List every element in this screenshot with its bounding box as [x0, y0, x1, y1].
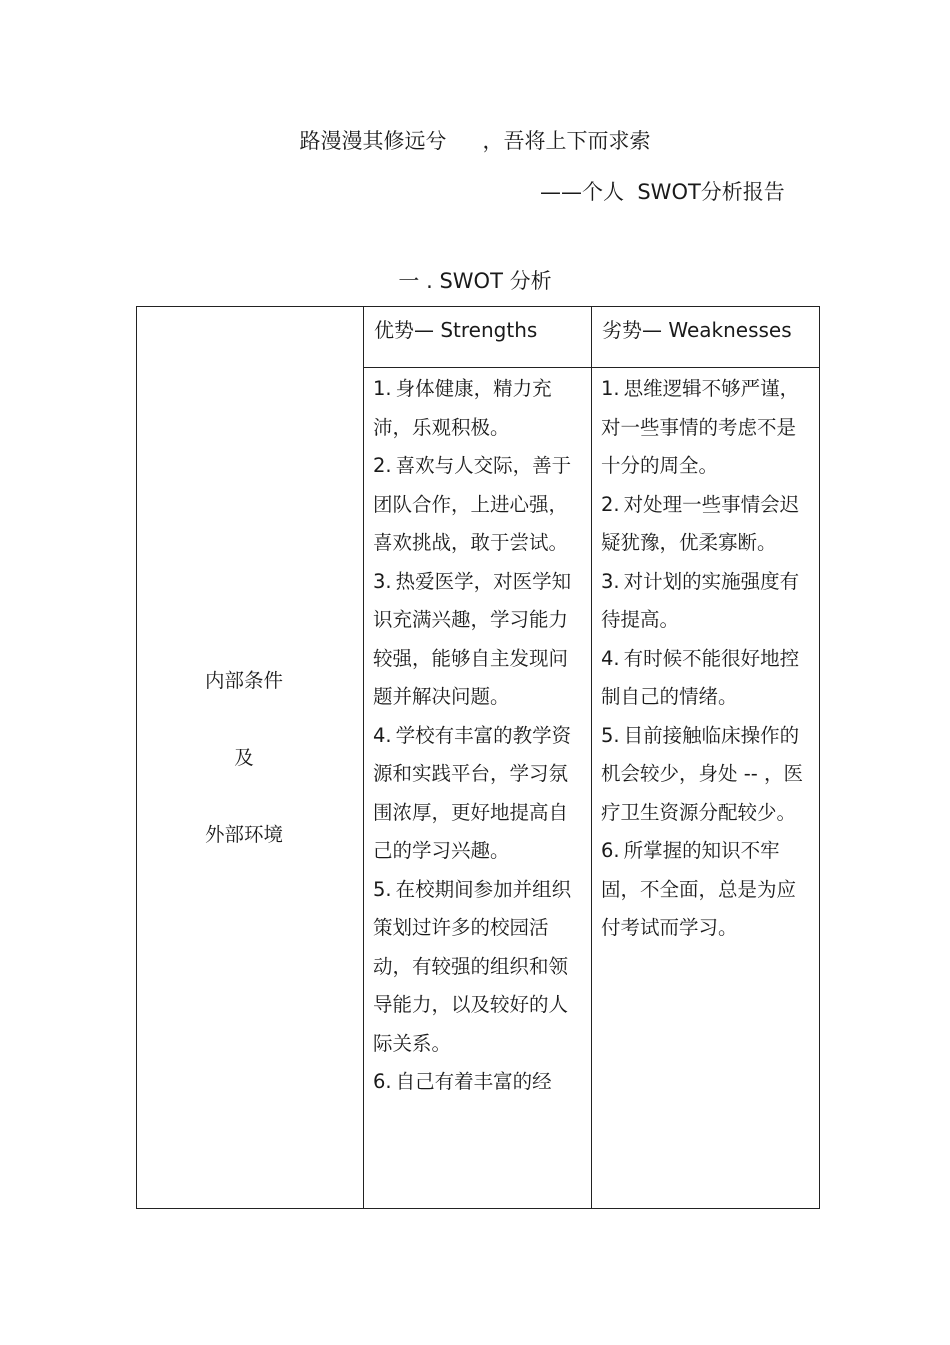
strengths-header-cell: [364, 307, 592, 368]
weaknesses-cell: [592, 368, 820, 1209]
condition-line-and: 及: [234, 746, 254, 769]
title-part-1: 路漫漫其修远兮: [299, 129, 447, 153]
weaknesses-list: [592, 368, 819, 948]
condition-line-external: 外部环境: [204, 823, 283, 846]
document-subtitle: ——个人 SWOT分析报告: [540, 180, 785, 204]
weaknesses-header: 劣势— Weaknesses: [602, 318, 792, 342]
weakness-item: 3. 对计划的实施强度有待提高。: [601, 569, 800, 631]
weakness-item: 6. 所掌握的知识不牢固，不全面，总是为应付考试而学习。: [601, 839, 797, 939]
strength-item: 3. 热爱医学，对医学知识充满兴趣，学习能力较强，能够自主发现问题并解决问题。: [373, 569, 572, 708]
strengths-header: 优势— Strengths: [374, 318, 538, 342]
weakness-item: 5. 目前接触临床操作的机会较少，身处 -- ，医疗卫生资源分配较少。: [601, 723, 803, 824]
strength-item: 6. 自己有着丰富的经: [373, 1070, 552, 1093]
weakness-item: 4. 有时候不能很好地控制自己的情绪。: [601, 646, 800, 708]
document-title: [0, 126, 950, 156]
title-part-2: 吾将上下而求索: [503, 129, 651, 153]
strengths-list: [364, 368, 591, 1102]
weaknesses-header-cell: [592, 307, 820, 368]
strength-item: 1. 身体健康，精力充沛，乐观积极。: [373, 377, 552, 439]
strengths-cell: [364, 368, 592, 1209]
weakness-item: 2. 对处理一些事情会迟疑犹豫，优柔寡断。: [601, 492, 800, 554]
title-comma: ，: [482, 129, 504, 153]
condition-cell: [137, 307, 364, 1209]
weakness-item: 1. 思维逻辑不够严谨，对一些事情的考虑不是十分的周全。: [601, 377, 800, 477]
strength-item: 2. 喜欢与人交际，善于团队合作，上进心强，喜欢挑战，敢于尝试。: [373, 454, 572, 554]
swot-table: [136, 306, 820, 1209]
section-heading: 一 . SWOT 分析: [398, 269, 552, 293]
strength-item: 4. 学校有丰富的教学资源和实践平台，学习氛围浓厚，更好地提高自己的学习兴趣。: [373, 723, 572, 862]
strength-item: 5. 在校期间参加并组织策划过许多的校园活动，有较强的组织和领导能力，以及较好的人际关系。: [373, 877, 572, 1055]
condition-line-internal: 内部条件: [204, 669, 283, 692]
